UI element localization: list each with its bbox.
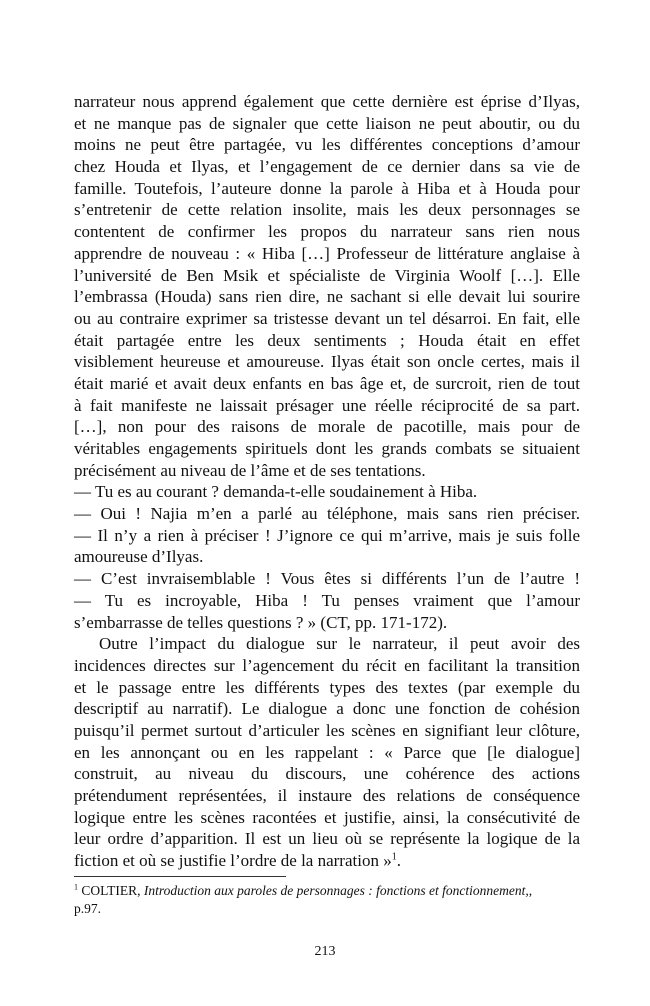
text-line: prétendument représentées, il instaure des relations de conséquence bbox=[74, 786, 580, 805]
text-line: était partagée entre les deux sentiments ; Houda était en effet bbox=[74, 330, 580, 350]
text-line: chez Houda et Ilyas, et l’engagement de ce dernier dans sa vie de bbox=[74, 157, 580, 177]
text-line: en les annonçant ou en les rappelant : « Parce que [le dialogue] bbox=[74, 742, 580, 762]
text-line: véritables engagements spirituels dont les grands combats se situaient bbox=[74, 439, 580, 458]
text-line: l’embrassa (Houda) sans rien dire, ne sachant si elle devait lui sourire bbox=[74, 287, 580, 307]
text-line: — Tu es au courant ? demanda-t-elle soudainement à Hiba. bbox=[74, 482, 478, 502]
text-line: s’embarrasse de telles questions ? » (CT, pp. 171-172). bbox=[74, 612, 448, 632]
text-line: apprendre de nouveau : « Hiba […] Professeur de littérature anglaise à bbox=[74, 243, 580, 263]
text-line: — Oui ! Najia m’en a parlé au téléphone, mais sans rien préciser. bbox=[74, 504, 580, 524]
text-line: contentent de confirmer les propos du narrateur sans rien nous bbox=[74, 222, 580, 242]
text-line: — C’est invraisemblable ! Vous êtes si différents l’un de l’autre ! bbox=[74, 569, 580, 589]
footnote-author: COLTIER, bbox=[78, 883, 144, 898]
text-line: visiblement heureuse et amoureuse. Ilyas était son oncle certes, mais il bbox=[74, 352, 580, 372]
footnote-separator bbox=[74, 876, 286, 877]
text-line: à fait manifeste ne laissait présager une réelle réciprocité de sa part. bbox=[74, 395, 580, 415]
footnote-title: Introduction aux paroles de personnages : fonctions et fonctionnement, bbox=[143, 883, 529, 898]
text-line: — Tu es incroyable, Hiba ! Tu penses vraiment que l’amour bbox=[74, 590, 580, 610]
footnote-page-ref: p.97. bbox=[74, 901, 101, 916]
footnote bbox=[74, 882, 580, 918]
footnote-punct: , bbox=[528, 883, 533, 898]
text-line: l’université de Ben Msik et spécialiste de Virginia Woolf […]. Elle bbox=[74, 265, 580, 285]
text-line: incidences directes sur l’agencement du récit en facilitant la transition bbox=[74, 655, 580, 675]
text-line: descriptif au narratif). Le dialogue a donc une fonction de cohésion bbox=[74, 699, 580, 719]
page-number: 213 bbox=[314, 944, 336, 959]
text-line: ou au contraire exprimer sa tristesse devant un tel désarroi. En fait, elle bbox=[74, 308, 580, 328]
text-line: Outre l’impact du dialogue sur le narrateur, il peut avoir des bbox=[99, 634, 580, 654]
text-line: leur ordre d’apparition. Il est un lieu où se représente la logique de la bbox=[74, 829, 580, 849]
text-line: était marié et avait deux enfants en bas âge et, de surcroit, rien de tout bbox=[74, 373, 580, 393]
text-line: moins ne peut être partagée, vu les différentes conceptions d’amour bbox=[74, 135, 580, 155]
text-line: précisément au niveau de l’âme et de ses tentations. bbox=[74, 460, 426, 480]
text-line: et le passage entre les différents types des textes (par exemple du bbox=[74, 677, 580, 697]
text-line: amoureuse d’Ilyas. bbox=[74, 547, 204, 567]
final-period: . bbox=[396, 851, 401, 871]
page-body bbox=[74, 91, 580, 872]
footnote-marker: 1 bbox=[74, 882, 78, 892]
text-line: narrateur nous apprend également que cette dernière est éprise d’Ilyas, bbox=[74, 92, 580, 111]
text-line: […], non pour des raisons de morale de pacotille, mais pour de bbox=[74, 417, 580, 437]
text-line: logique entre les scènes racontées et justifie, ainsi, la consécutivité de bbox=[74, 807, 580, 827]
text-line-content: fiction et où se justifie l’ordre de la narration » bbox=[74, 851, 392, 871]
body-text bbox=[74, 91, 580, 872]
text-line: famille. Toutefois, l’auteure donne la parole à Hiba et à Houda pour bbox=[74, 178, 580, 198]
text-line: s’entretenir de cette relation insolite, mais les deux personnages se bbox=[74, 200, 580, 220]
text-line: et ne manque pas de signaler que cette liaison ne peut aboutir, ou du bbox=[74, 113, 580, 133]
text-line bbox=[74, 850, 580, 872]
text-line: — Il n’y a rien à préciser ! J’ignore ce qui m’arrive, mais je suis folle bbox=[74, 525, 580, 545]
footnote-line-1 bbox=[74, 882, 580, 900]
text-line: construit, au niveau du discours, une cohérence des actions bbox=[74, 764, 580, 784]
footnote-reference: 1 bbox=[391, 851, 397, 863]
text-line: puisqu’il permet surtout d’articuler les scènes en signifiant leur clôture, bbox=[74, 720, 580, 740]
